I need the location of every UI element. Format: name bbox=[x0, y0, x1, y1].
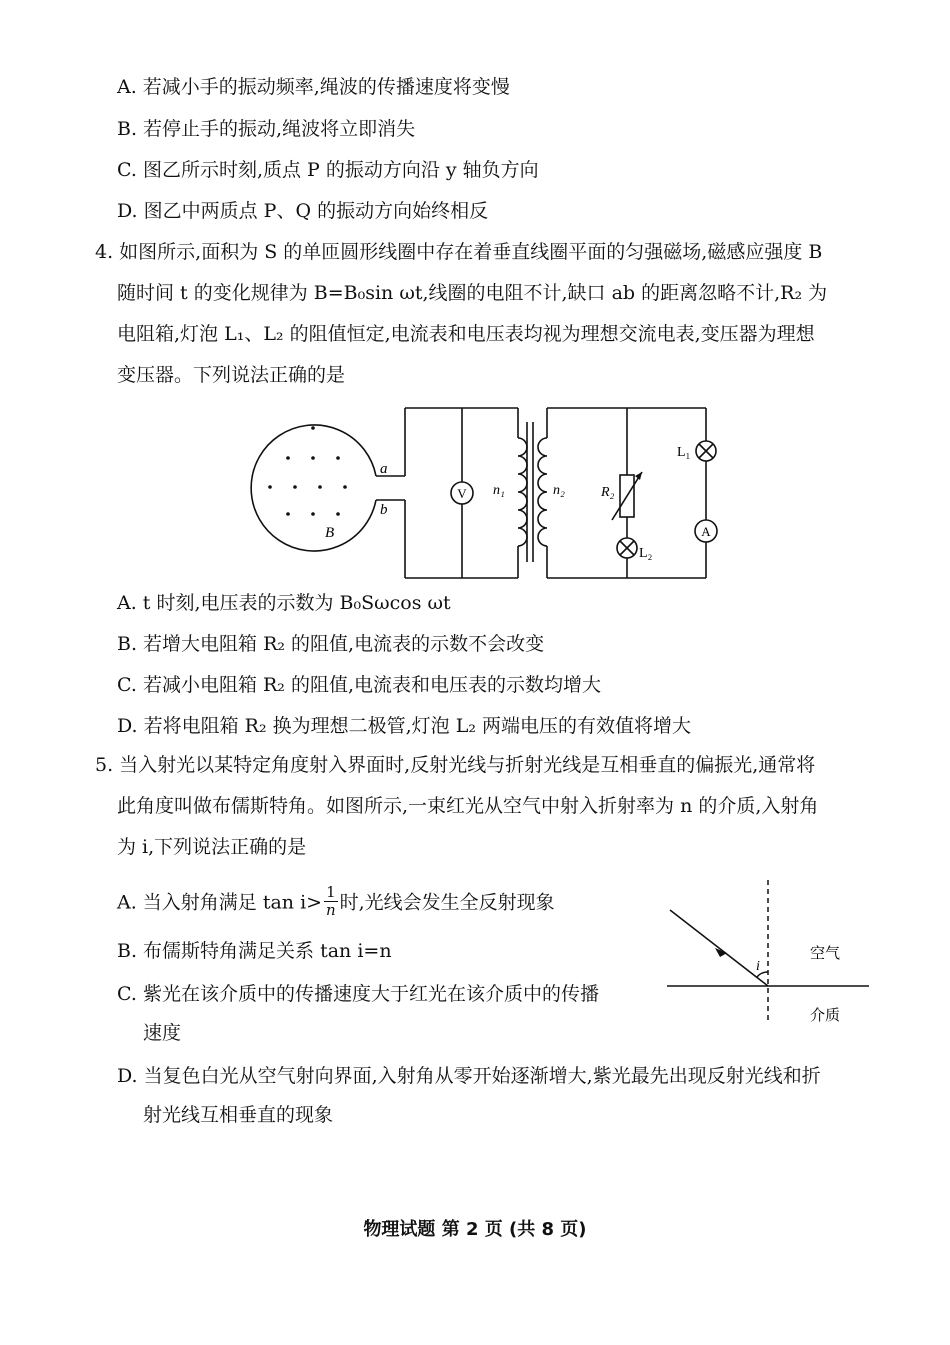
q3-option-d: D. 图乙中两质点 P、Q 的振动方向始终相反 bbox=[117, 200, 489, 222]
label-r2: R₂ bbox=[601, 485, 615, 500]
q4-stem-line-1: 4. 如图所示,面积为 S 的单匝圆形线圈中存在着垂直线圈平面的匀强磁场,磁感应强度 B bbox=[95, 241, 823, 263]
q5-option-b: B. 布儒斯特角满足关系 tan i=n bbox=[117, 940, 392, 962]
q5-option-d-line-2: 射光线互相垂直的现象 bbox=[143, 1104, 334, 1126]
label-l1: L₁ bbox=[677, 445, 691, 460]
q4-stem-line-4: 变压器。下列说法正确的是 bbox=[117, 364, 346, 386]
q4-option-c: C. 若减小电阻箱 R₂ 的阻值,电流表和电压表的示数均增大 bbox=[117, 674, 601, 696]
q5-option-c-line-1: C. 紫光在该介质中的传播速度大于红光在该介质中的传播 bbox=[117, 983, 599, 1005]
q5-option-d-line-1: D. 当复色白光从空气射向界面,入射角从零开始逐渐增大,紫光最先出现反射光线和折 bbox=[117, 1065, 821, 1087]
label-field-b: B bbox=[325, 525, 335, 541]
label-medium: 介质 bbox=[810, 1008, 841, 1024]
q5-stem-line-2: 此角度叫做布儒斯特角。如图所示,一束红光从空气中射入折射率为 n 的介质,入射角 bbox=[117, 795, 819, 817]
voltmeter-label: V bbox=[457, 486, 467, 501]
magnetic-field-dots bbox=[268, 426, 347, 516]
q5-stem-line-1: 5. 当入射光以某特定角度射入界面时,反射光线与折射光线是互相垂直的偏振光,通常将 bbox=[95, 754, 816, 776]
ammeter-label: A bbox=[701, 524, 711, 539]
label-a: a bbox=[380, 461, 388, 477]
label-l2: L₂ bbox=[639, 546, 653, 561]
q4-circuit-diagram bbox=[240, 400, 730, 585]
q5-option-a-pre: A. 当入射角满足 tan i> bbox=[117, 891, 323, 914]
fraction-denominator: n bbox=[326, 901, 336, 919]
q4-stem-line-2: 随时间 t 的变化规律为 B=B₀sin ωt,线圈的电阻不计,缺口 ab 的距离忽略不计,R₂ 为 bbox=[117, 282, 828, 304]
label-angle-i: i bbox=[756, 959, 760, 974]
q5-stem-line-3: 为 i,下列说法正确的是 bbox=[117, 836, 307, 858]
page-footer: 物理试题 第 2 页 (共 8 页) bbox=[363, 1219, 587, 1240]
incident-ray bbox=[670, 910, 768, 986]
label-air: 空气 bbox=[810, 946, 841, 962]
q5-optics-diagram bbox=[665, 878, 875, 1028]
q4-option-a: A. t 时刻,电压表的示数为 B₀Sωcos ωt bbox=[117, 592, 451, 614]
q4-option-d: D. 若将电阻箱 R₂ 换为理想二极管,灯泡 L₂ 两端电压的有效值将增大 bbox=[117, 715, 691, 737]
q4-stem-line-3: 电阻箱,灯泡 L₁、L₂ 的阻值恒定,电流表和电压表均视为理想交流电表,变压器为理想 bbox=[117, 323, 815, 345]
q3-option-a: A. 若减小手的振动频率,绳波的传播速度将变慢 bbox=[117, 76, 510, 98]
q5-option-a bbox=[117, 883, 555, 921]
q5-option-c-line-2: 速度 bbox=[143, 1022, 182, 1044]
label-n2: n₂ bbox=[553, 483, 565, 498]
fraction bbox=[324, 884, 338, 919]
fraction-numerator: 1 bbox=[326, 883, 336, 901]
q5-option-a-post: 时,光线会发生全反射现象 bbox=[339, 891, 555, 914]
label-n1: n₁ bbox=[493, 483, 505, 498]
label-b: b bbox=[380, 502, 388, 518]
q4-option-b: B. 若增大电阻箱 R₂ 的阻值,电流表的示数不会改变 bbox=[117, 633, 545, 655]
q3-option-c: C. 图乙所示时刻,质点 P 的振动方向沿 y 轴负方向 bbox=[117, 159, 539, 181]
q3-option-b: B. 若停止手的振动,绳波将立即消失 bbox=[117, 118, 416, 140]
